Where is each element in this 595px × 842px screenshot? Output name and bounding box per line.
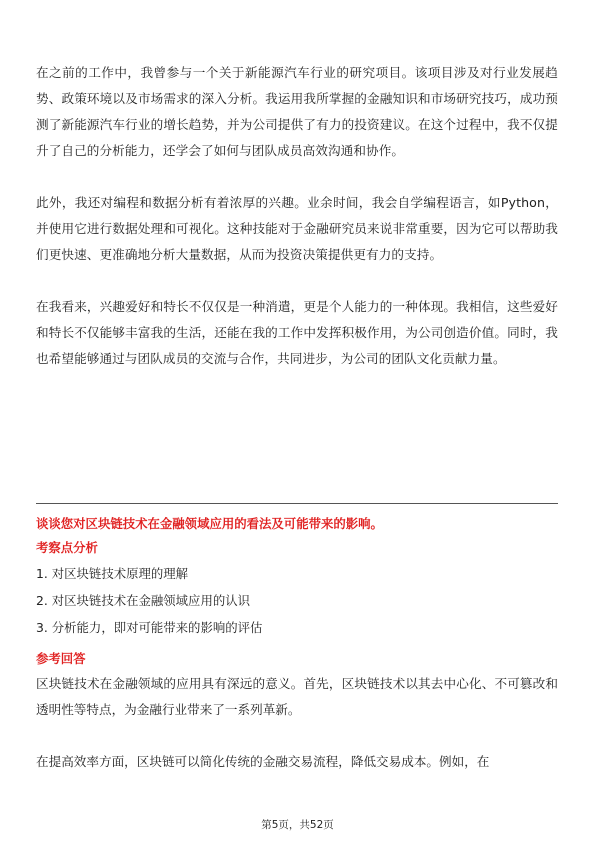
- answer-paragraph-1: 区块链技术在金融领域的应用具有深远的意义。首先，区块链技术以其去中心化、不可篡改和透明性等特点，为金融行业带来了一系列革新。: [36, 676, 558, 717]
- interview-question-section: [36, 512, 558, 775]
- main-text: [36, 60, 558, 372]
- analysis-item-3: 3. 分析能力，即对可能带来的影响的评估: [36, 620, 263, 635]
- page-number-footer: 第5页，共52页: [261, 819, 334, 831]
- section-divider: [36, 503, 558, 504]
- paragraph-gap: [36, 268, 558, 294]
- analysis-item-1: 1. 对区块链技术原理的理解: [36, 566, 189, 581]
- answer-heading: 参考回答: [36, 651, 86, 666]
- paragraph-gap: [36, 164, 558, 190]
- paragraph-2: 此外，我还对编程和数据分析有着浓厚的兴趣。业余时间，我会自学编程语言，如Python，并使用它进行数据处理和可视化。这种技能对于金融研究员来说非常重要，因为它可以帮助我们更快速、更准确地分析大量数据，从而为投资决策提供更有力的支持。: [36, 195, 558, 262]
- question-heading: 谈谈您对区块链技术在金融领域应用的看法及可能带来的影响。: [36, 516, 383, 531]
- analysis-item-2: 2. 对区块链技术在金融领域应用的认识: [36, 593, 251, 608]
- paragraph-gap: [36, 723, 558, 749]
- paragraph-1: 在之前的工作中，我曾参与一个关于新能源汽车行业的研究项目。该项目涉及对行业发展趋势、政策环境以及市场需求的深入分析。我运用我所掌握的金融知识和市场研究技巧，成功预测了新能源汽车行业的增长趋势，并为公司提供了有力的投资建议。在这个过程中，我不仅提升了自己的分析能力，还学会了如何与团队成员高效沟通和协作。: [36, 65, 558, 158]
- paragraph-3: 在我看来，兴趣爱好和特长不仅仅是一种消遣，更是个人能力的一种体现。我相信，这些爱好和特长不仅能够丰富我的生活，还能在我的工作中发挥积极作用，为公司创造价值。同时，我也希望能够通过与团队成员的交流与合作，共同进步，为公司的团队文化贡献力量。: [36, 299, 558, 366]
- answer-paragraph-2: 在提高效率方面，区块链可以简化传统的金融交易流程，降低交易成本。例如，在: [36, 754, 490, 769]
- analysis-heading: 考察点分析: [36, 540, 98, 555]
